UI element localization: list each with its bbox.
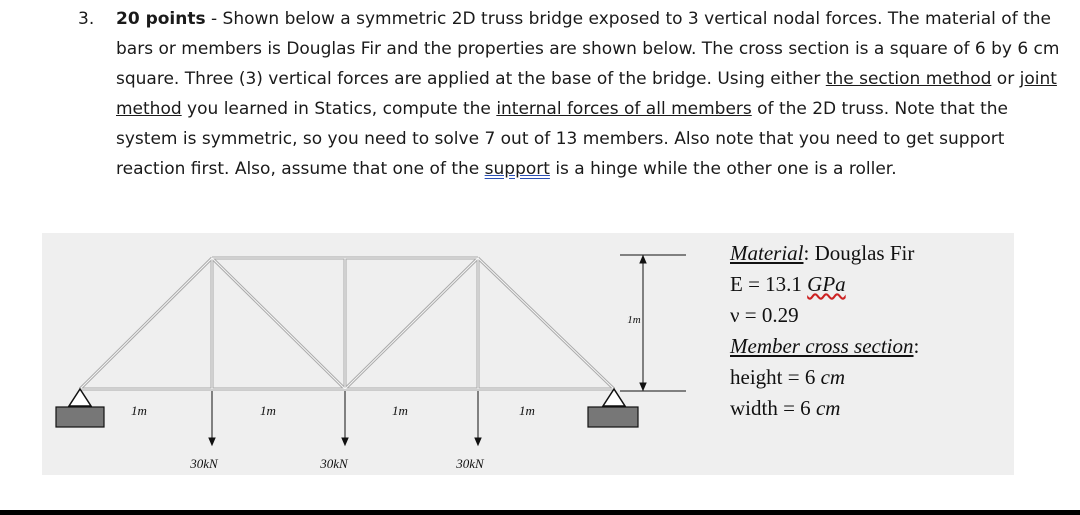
internal-forces-text: internal forces of all members xyxy=(496,99,752,119)
height-line xyxy=(730,362,1010,393)
joint-method-link: joint method xyxy=(116,69,1057,119)
section-label: Member cross section xyxy=(730,334,914,358)
left-support xyxy=(56,389,104,427)
force-arrows xyxy=(209,391,481,445)
span-label: 1m xyxy=(260,403,276,418)
section-height: height = 6 xyxy=(730,365,821,389)
span-label: 1m xyxy=(131,403,147,418)
right-support-base xyxy=(588,407,638,427)
section-colon: : xyxy=(913,334,920,358)
dimension-arrow-icon xyxy=(640,256,646,263)
left-support-triangle xyxy=(69,389,91,406)
elastic-modulus-unit: GPa xyxy=(807,272,846,296)
truss-members-highlight xyxy=(80,258,614,389)
section-width-unit: cm xyxy=(815,396,841,420)
problem-text-part: is a hinge while the other one is a roller. xyxy=(549,159,897,179)
material-line xyxy=(730,238,1010,269)
section-line xyxy=(730,331,1010,362)
left-support-base xyxy=(56,407,104,427)
problem-text-part: of the 2D truss. Note that the system is symmetric, so you need to solve 7 out of 13 members. Also note that you need to get support reaction first. Also, assume that one of the xyxy=(116,99,1008,179)
problem-statement xyxy=(78,4,1068,184)
problem-text xyxy=(116,4,1068,184)
span-label: 1m xyxy=(519,403,535,418)
force-label: 30kN xyxy=(320,456,348,471)
right-support xyxy=(588,389,638,427)
problem-number: 3. xyxy=(78,9,95,29)
section-width: width = 6 xyxy=(730,396,816,420)
elastic-modulus: E = 13.1 xyxy=(730,272,808,296)
problem-text-part: - Shown below a symmetric 2D truss bridge exposed to 3 vertical nodal forces. The material of the bars or members is Douglas Fir and the properties are shown below. The cross section is a square of 6 by 6 cm square. Three (3) vertical forces are applied at the base of the bridge. Using either xyxy=(116,9,1060,89)
span-label: 1m xyxy=(392,403,408,418)
right-support-triangle xyxy=(603,389,625,406)
material-properties xyxy=(730,238,1010,424)
arrow-head-icon xyxy=(342,438,348,445)
height-label: 1m xyxy=(627,314,641,326)
truss-members-outline xyxy=(80,258,614,389)
arrow-head-icon xyxy=(475,438,481,445)
material-label: Material xyxy=(730,241,804,265)
problem-text-part: or xyxy=(991,69,1020,89)
force-label: 30kN xyxy=(190,456,218,471)
bottom-rule xyxy=(0,510,1080,515)
dimension-arrow-icon xyxy=(640,383,646,390)
arrow-head-icon xyxy=(209,438,215,445)
width-line xyxy=(730,393,1010,424)
material-value: : Douglas Fir xyxy=(803,241,915,265)
section-method-link: the section method xyxy=(825,69,992,89)
section-height-unit: cm xyxy=(820,365,846,389)
force-label: 30kN xyxy=(456,456,484,471)
points-label: 20 points xyxy=(116,9,206,29)
problem-text-part: you learned in Statics, compute the xyxy=(181,99,497,119)
elastic-modulus-line xyxy=(730,269,1010,300)
poisson-ratio: ν = 0.29 xyxy=(730,303,799,327)
support-text: support xyxy=(484,159,550,179)
span-labels xyxy=(131,403,535,418)
force-labels xyxy=(189,456,485,471)
